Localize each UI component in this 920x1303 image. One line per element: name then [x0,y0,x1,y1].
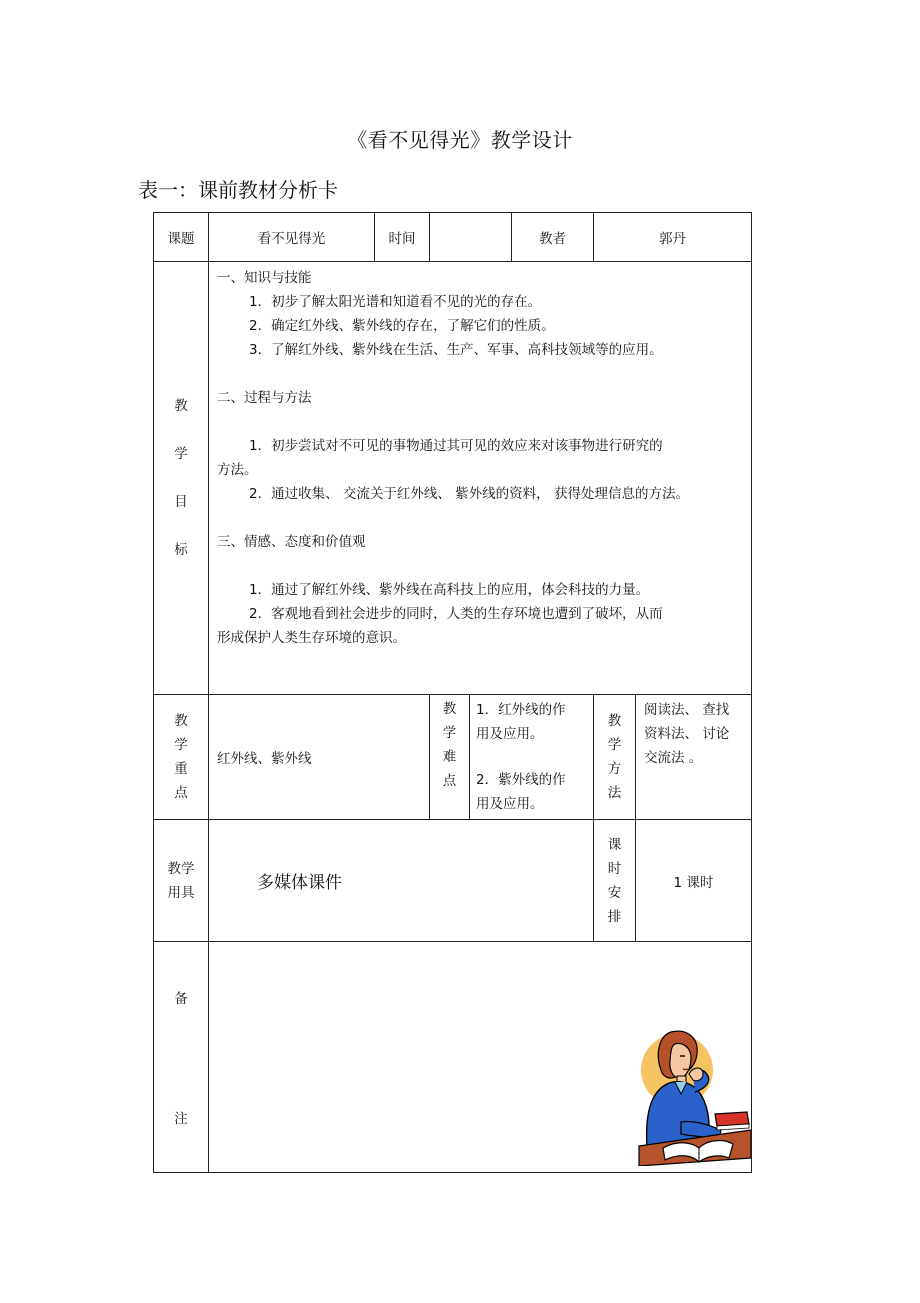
focus-value: 红外线、紫外线 [209,695,430,820]
objective-item: 1．初步尝试对不可见的事物通过其可见的效应来对该事物进行研究的 [249,438,663,454]
header-row [154,213,752,262]
objectives-row [154,262,752,695]
document-title: 《看不见得光》教学设计 [347,128,573,152]
topic-label: 课题 [154,213,209,262]
schedule-label: 课 时 安 排 [594,820,636,942]
objective-item-continued: 形成保护人类生存环境的意识。 [217,630,406,646]
focus-label: 教 学 重 点 [154,695,209,820]
objective-item: 1．初步了解太阳光谱和知道看不见的光的存在。 [249,294,542,310]
objectives-content [209,262,752,695]
objective-item: 2．确定红外线、紫外线的存在，了解它们的性质。 [249,318,555,334]
time-label: 时间 [375,213,430,262]
difficulty-content: 1．红外线的作 用及应用。 2．紫外线的作 用及应用。 [470,695,594,820]
teacher-thinking-illustration [637,1018,751,1166]
topic-value: 看不见得光 [209,213,375,262]
objectives-label [154,262,209,695]
objective-item: 1．通过了解红外线、紫外线在高科技上的应用，体会科技的力量。 [249,582,650,598]
table-subtitle: 表一：课前教材分析卡 [138,178,338,202]
method-label: 教 学 方 法 [594,695,636,820]
time-value [430,213,512,262]
focus-row [154,695,752,820]
tools-row [154,820,752,942]
objective-item-continued: 方法。 [217,462,258,478]
section-heading: 三、情感、态度和价值观 [217,534,366,550]
schedule-value: 1 课时 [636,820,752,942]
objectives-label-char: 教 [174,398,188,414]
objective-item: 3．了解红外线、紫外线在生活、生产、军事、高科技领域等的应用。 [249,342,663,358]
section-heading: 一、知识与技能 [217,270,312,286]
teacher-value: 郭丹 [594,213,752,262]
tools-value: 多媒体课件 [209,820,594,942]
teacher-label: 教者 [512,213,594,262]
objectives-label-char: 学 [174,446,188,462]
objective-item: 2．客观地看到社会进步的同时，人类的生存环境也遭到了破坏，从而 [249,606,663,622]
section-heading: 二、过程与方法 [217,390,312,406]
notes-label: 备 注 [154,942,209,1173]
objectives-label-char: 目 [174,494,188,510]
objective-item: 2．通过收集、 交流关于红外线、 紫外线的资料， 获得处理信息的方法。 [249,486,689,502]
objectives-label-char: 标 [174,542,188,558]
difficulty-label: 教 学 难 点 [430,695,470,820]
method-content: 阅读法、 查找 资料法、 讨论 交流法 。 [636,695,752,820]
tools-label: 教学 用具 [154,820,209,942]
